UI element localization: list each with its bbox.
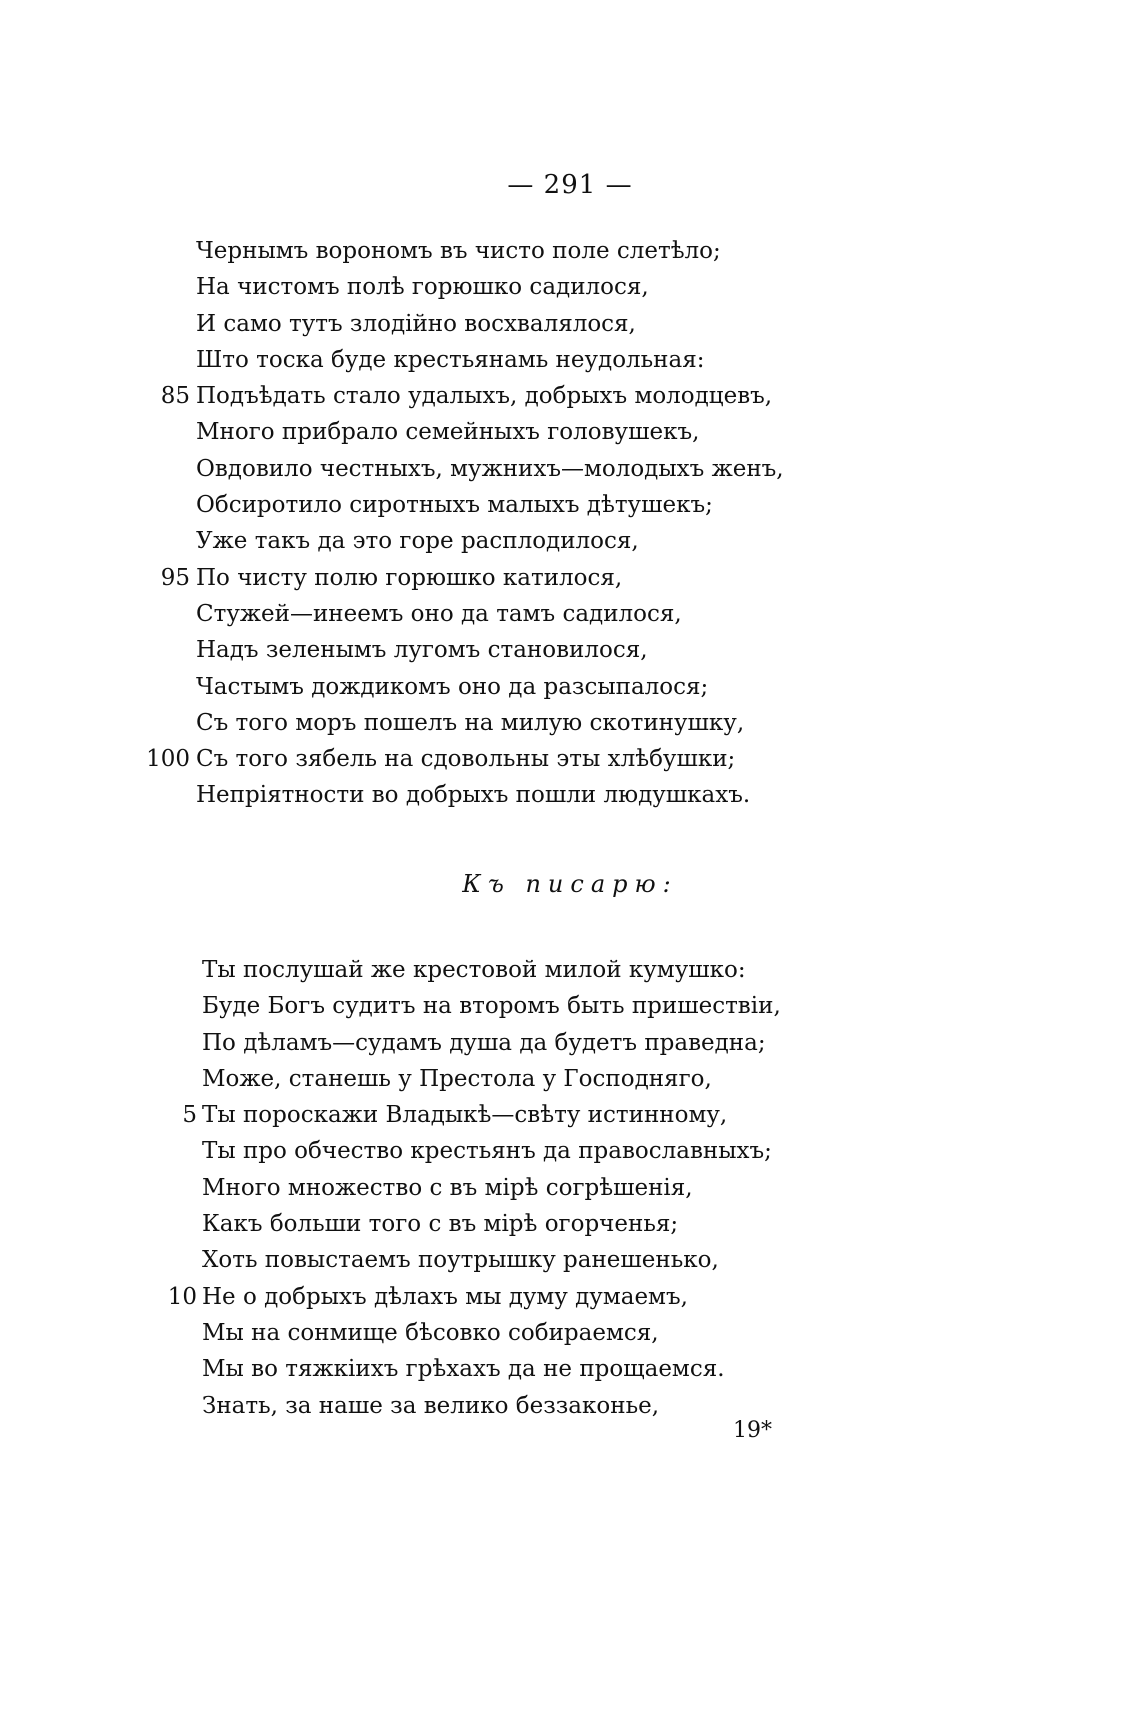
- poem-line: [0, 669, 1140, 705]
- line-text: Може, станешь у Престола у Господняго,: [202, 1065, 712, 1092]
- poem-line: [0, 705, 1140, 741]
- poem-line: [0, 1061, 1140, 1097]
- line-number: 85: [160, 383, 190, 410]
- page-number: — 291 —: [507, 170, 633, 200]
- line-number: 5: [182, 1102, 197, 1129]
- line-text: Уже такъ да это горе расплодилося,: [196, 528, 639, 555]
- signature-mark: 19*: [733, 1418, 772, 1443]
- line-text: Обсиротило сиротныхъ малыхъ дѣтушекъ;: [196, 492, 713, 519]
- line-text: Ты послушай же крестовой милой кумушко:: [202, 957, 746, 983]
- poem-line: [0, 523, 1140, 559]
- poem-section-a: [0, 233, 1140, 814]
- line-text: Надъ зеленымъ лугомъ становилося,: [196, 637, 648, 664]
- line-text: Мы на сонмище бѣсовко собираемся,: [202, 1319, 659, 1346]
- poem-line: [0, 741, 1140, 777]
- line-number: 100: [146, 746, 190, 773]
- poem-line: [0, 306, 1140, 342]
- poem-line: [0, 1388, 1140, 1424]
- poem-line: [0, 342, 1140, 378]
- poem-line: [0, 560, 1140, 596]
- poem-line: [0, 269, 1140, 305]
- line-text: Непріятности во добрыхъ пошли людушкахъ.: [196, 782, 751, 809]
- line-text: Много прибрало семейныхъ головушекъ,: [196, 419, 700, 446]
- line-text: Частымъ дождикомъ оно да разсыпалося;: [196, 673, 709, 700]
- line-text: Не о добрыхъ дѣлахъ мы думу думаемъ,: [202, 1283, 688, 1310]
- line-text: На чистомъ полѣ горюшко садилося,: [196, 274, 649, 301]
- line-text: Съ того зябель на сдовольны эты хлѣбушки;: [196, 746, 736, 773]
- poem-line: [0, 1315, 1140, 1351]
- poem-line: [0, 1170, 1140, 1206]
- line-text: По дѣламъ—судамъ душа да будетъ праведна;: [202, 1029, 766, 1056]
- section-heading: Къ писарю:: [462, 870, 678, 898]
- line-text: Съ того моръ пошелъ на милую скотинушку,: [196, 709, 745, 736]
- poem-line: [0, 1279, 1140, 1315]
- line-text: Мы во тяжкіихъ грѣхахъ да не прощаемся.: [202, 1356, 725, 1383]
- line-text: Буде Богъ судитъ на второмъ быть пришествіи,: [202, 993, 781, 1020]
- poem-line: [0, 596, 1140, 632]
- poem-line: [0, 1206, 1140, 1242]
- poem-line: [0, 988, 1140, 1024]
- poem-line: [0, 952, 1140, 988]
- poem-line: [0, 1133, 1140, 1169]
- poem-line: [0, 632, 1140, 668]
- poem-line: [0, 777, 1140, 813]
- line-text: Ты пороскажи Владыкѣ—свѣту истинному,: [202, 1102, 728, 1129]
- poem-line: [0, 378, 1140, 414]
- line-text: Знать, за наше за велико беззаконье,: [202, 1392, 660, 1419]
- line-text: По чисту полю горюшко катилося,: [196, 564, 623, 591]
- poem-section-b: [0, 952, 1140, 1424]
- line-text: Хоть повыстаемъ поутрышку ранешенько,: [202, 1247, 719, 1274]
- line-text: Подъѣдать стало удалыхъ, добрыхъ молодцевъ,: [196, 383, 773, 410]
- line-number: 95: [160, 564, 190, 591]
- line-text: Што тоска буде крестьянамь неудольная:: [196, 346, 705, 373]
- line-text: Ты про обчество крестьянъ да православныхъ;: [202, 1138, 772, 1165]
- line-number: 10: [167, 1283, 197, 1310]
- line-text: Какъ больши того с въ мірѣ огорченья;: [202, 1211, 679, 1238]
- poem-line: [0, 487, 1140, 523]
- poem-line: [0, 1025, 1140, 1061]
- poem-line: [0, 1097, 1140, 1133]
- poem-line: [0, 1242, 1140, 1278]
- line-text: Много множество с въ мірѣ согрѣшенія,: [202, 1174, 693, 1201]
- poem-line: [0, 451, 1140, 487]
- poem-line: [0, 1351, 1140, 1387]
- line-text: И само тутъ злодійно восхвалялося,: [196, 310, 636, 337]
- poem-line: [0, 233, 1140, 269]
- line-text: Овдовило честныхъ, мужнихъ—молодыхъ женъ,: [196, 455, 784, 482]
- line-text: Стужей—инеемъ оно да тамъ садилося,: [196, 600, 682, 627]
- poem-line: [0, 414, 1140, 450]
- line-text: Чернымъ ворономъ въ чисто поле слетѣло;: [196, 238, 721, 264]
